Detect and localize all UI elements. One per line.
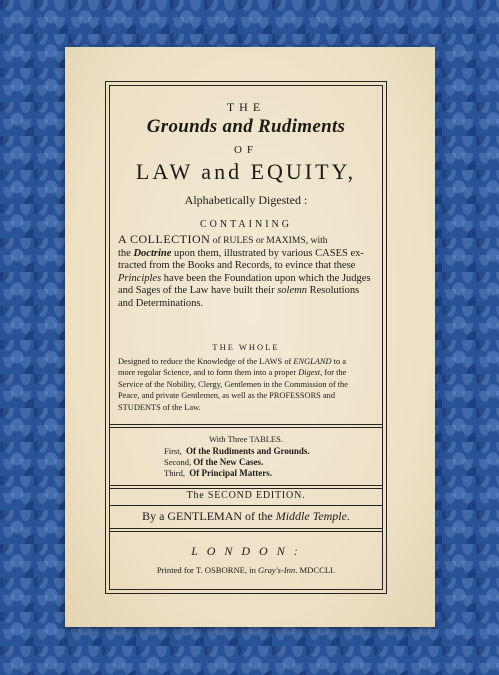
whole-line4: Peace, and private Gentlemen, as well as the PROFESSORS and — [118, 391, 336, 401]
title-the: THE — [226, 100, 266, 114]
table-third: Of Principal Matters. — [189, 467, 272, 478]
whole-line1c: to a — [331, 357, 346, 366]
collection-line1: of RULES or MAXIMS, with — [210, 235, 328, 246]
collection-line5c: Resolutions — [306, 285, 360, 297]
table-first-label: First, — [164, 446, 182, 456]
collection-line6: and Determinations. — [118, 297, 204, 309]
rule-3 — [110, 505, 382, 506]
author-line — [110, 509, 382, 524]
whole-heading: THE WHOLE — [212, 342, 280, 352]
title-of: OF — [233, 144, 259, 156]
collection-line4b: have been the Foundation upon which the Judges — [161, 272, 371, 284]
title-law-equity: LAW and EQUITY, — [135, 159, 357, 184]
rule-2 — [110, 485, 382, 489]
table-second: Of the New Cases. — [193, 456, 264, 467]
table-third-label: Third, — [164, 467, 186, 478]
table-first: Of the Rudiments and Grounds. — [185, 446, 310, 456]
whole-line1a: Designed to reduce the Knowledge of the LAWS of — [118, 357, 294, 366]
collection-doctrine: Doctrine — [133, 247, 172, 259]
collection-principles: Principles — [118, 272, 162, 284]
table-row — [164, 468, 310, 479]
title-digested: Alphabetically Digested : — [184, 193, 308, 207]
containing-label: CONTAINING — [200, 219, 292, 230]
inner-border — [109, 85, 383, 590]
author-middle-temple: Middle Temple — [275, 509, 347, 523]
collection-heading: A COLLECTION — [118, 232, 211, 246]
whole-digest: Digest — [298, 368, 321, 378]
rule-1 — [110, 424, 382, 428]
imprint-printed-for: Printed for T. OSBORNE, in — [156, 565, 259, 575]
whole-line5: STUDENTS of the Law. — [118, 402, 201, 412]
table-row — [164, 446, 310, 457]
whole-line2c: , for the — [320, 368, 347, 378]
outer-border — [105, 81, 387, 594]
whole-line2a: more regular Science, and to form them into a proper — [118, 368, 299, 378]
imprint-printer — [110, 565, 382, 575]
imprint-city: L O N D O N : — [191, 544, 301, 558]
collection-solemn: solemn — [277, 285, 307, 297]
rule-4 — [110, 528, 382, 532]
imprint-grays-inn: Gray's-Inn — [258, 565, 296, 575]
title-grounds: Grounds and Rudiments — [146, 116, 346, 137]
collection-line2c: upon them, illustrated by various CASES ex- — [171, 247, 364, 259]
collection-line5a: and Sages of the Law have built their — [118, 285, 278, 297]
collection-line2a: the — [118, 247, 134, 259]
author-suffix: . — [346, 509, 350, 523]
imprint-year: . MDCCLI. — [295, 565, 336, 575]
tables-list — [164, 446, 310, 478]
table-second-label: Second, — [164, 456, 192, 467]
title-page — [65, 47, 435, 627]
whole-line3: Service of the Nobility, Clergy, Gentlemen in the Commission of the — [118, 379, 348, 389]
tables-heading: With Three TABLES. — [209, 434, 283, 444]
whole-england: ENGLAND — [293, 357, 332, 366]
whole-paragraph — [118, 356, 376, 413]
author-prefix: By a GENTLEMAN of the — [142, 509, 276, 523]
collection-paragraph — [118, 233, 376, 311]
edition: The SECOND EDITION. — [186, 490, 306, 501]
table-row — [164, 457, 310, 468]
collection-line3: tracted from the Books and Records, to evince that these — [118, 260, 356, 272]
